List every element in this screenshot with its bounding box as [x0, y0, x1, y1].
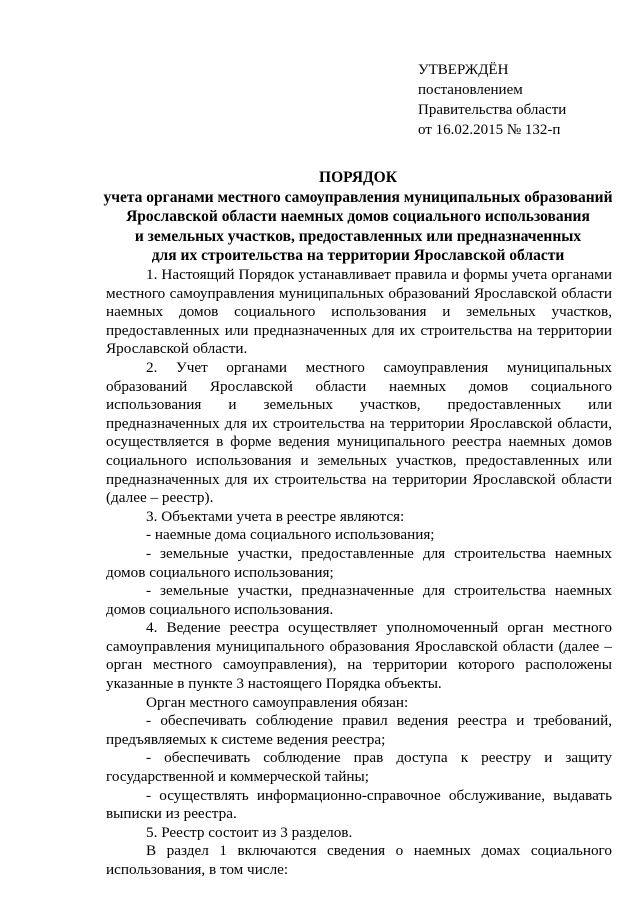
title-subtitle-line: и земельных участков, предоставленных или предназначенных: [134, 227, 582, 245]
approval-line-approved: УТВЕРЖДЁН: [418, 62, 509, 78]
list-item: - земельные участки, предоставленные для строительства наемных домов социального использования;: [106, 544, 612, 581]
paragraph-4: 4. Ведение реестра осуществляет уполномоченный орган местного самоуправления муниципального образования Ярославской области (далее – орган местного самоуправления), на территории которого расположены указанные в пункте 3 настоящего Порядка объекты.: [106, 619, 612, 693]
title-subtitle-line: Ярославской области наемных домов социального использования: [126, 208, 590, 225]
title-main: ПОРЯДОК: [319, 169, 397, 186]
paragraph-5: 5. Реестр состоит из 3 разделов.: [146, 823, 353, 841]
document-title: [60, 168, 640, 266]
approval-stamp: [418, 60, 566, 140]
approval-line-date-number: от 16.02.2015 № 132-п: [418, 122, 561, 138]
list-item: - обеспечивать соблюдение правил ведения реестра и требований, предъявляемых к системе ведения реестра;: [106, 712, 612, 748]
paragraph-1: 1. Настоящий Порядок устанавливает правила и формы учета органами местного самоуправления муниципальных образований Ярославской области наемных домов социального использования и земельных участков, предоставленных или предназначенных для их строительства на территории Ярославской области.: [106, 266, 612, 358]
list-item: - земельные участки, предназначенные для строительства наемных домов социального использования.: [106, 582, 612, 618]
list-item: - обеспечивать соблюдение прав доступа к реестру и защиту государственной и коммерческой тайны;: [106, 749, 612, 786]
approval-line-resolution: постановлением: [418, 82, 523, 98]
paragraph-2: 2. Учет органами местного самоуправления муниципальных образований Ярославской области наемных домов социального использования и земельных участков, предоставленных или предназначенных для их строительства на территории Ярославской области, осуществляется в форме ведения муниципального реестра наемных домов социального использования и земельных участков, предоставленных или предназначенных для их строительства на территории Ярославской области (далее – реестр).: [106, 358, 612, 507]
approval-line-government: Правительства области: [418, 102, 567, 118]
document-body: [106, 266, 612, 880]
title-subtitle-line: для их строительства на территории Ярославской области: [151, 247, 565, 264]
paragraph-section-1: В раздел 1 включаются сведения о наемных домах социального использования, в том числе:: [106, 842, 612, 878]
paragraph-3: 3. Объектами учета в реестре являются:: [146, 507, 405, 525]
title-subtitle-line: учета органами местного самоуправления муниципальных образований: [103, 188, 613, 206]
list-item: - осуществлять информационно-справочное обслуживание, выдавать выписки из реестра.: [106, 786, 612, 823]
list-item: - наемные дома социального использования;: [146, 526, 435, 544]
paragraph-obligations: Орган местного самоуправления обязан:: [146, 693, 409, 711]
